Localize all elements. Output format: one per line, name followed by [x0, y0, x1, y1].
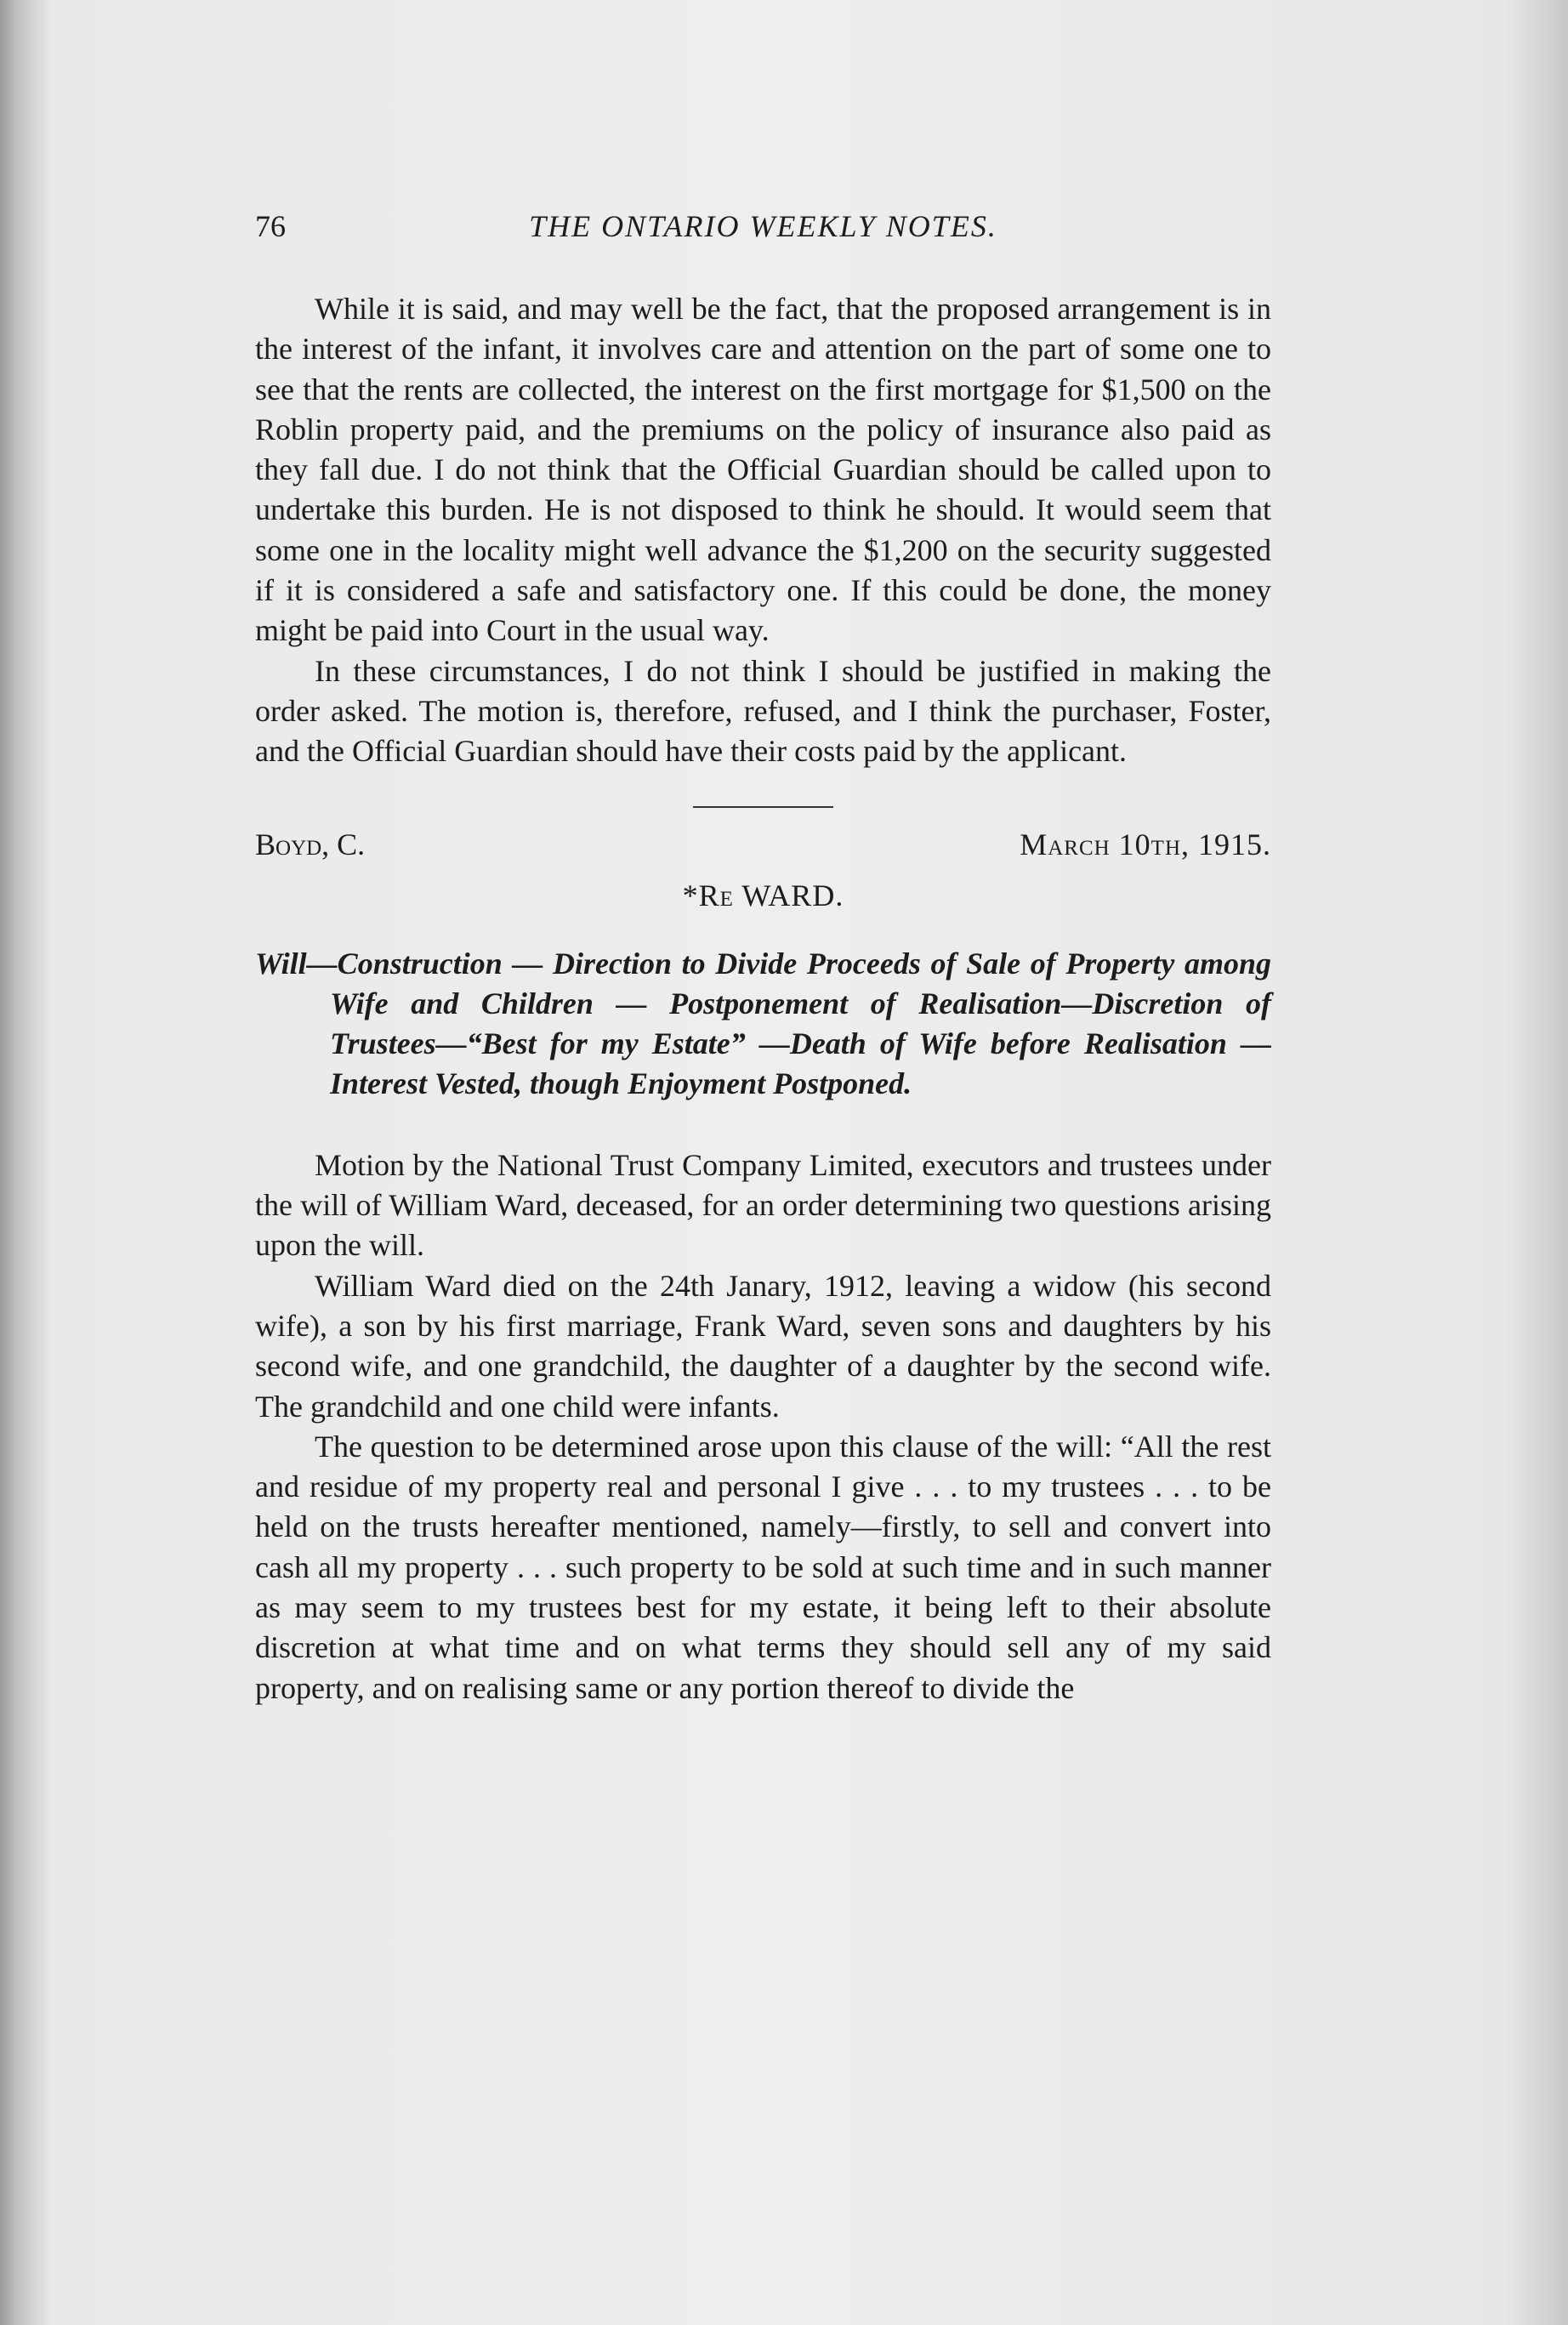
judge-name: Boyd, C. [255, 827, 366, 861]
decision-date: March 10th, 1915. [1020, 827, 1271, 861]
judge-date-line [255, 827, 1271, 871]
page-number: 76 [255, 209, 286, 243]
case-title-name: WARD. [733, 878, 844, 912]
paragraph: In these circumstances, I do not think I should be justified in making the order asked. The motion is, therefore, refused, and I think the purchaser, Foster, and the Official Guardian should have their costs paid by the applicant. [255, 653, 1271, 769]
body-text-top [255, 289, 1271, 772]
paragraph: The question to be determined arose upon this clause of the will: “All the rest and residue of my property real and personal I give . . . to my trustees . . . to be held on the trusts hereafter mentioned, namely—firstly, to sell and convert into cash all my property . . . such property to be sold at such time and in such manner as may seem to my trustees best for my estate, it being left to their absolute discretion at what time and on what terms they should sell any of my said property, and on realising same or any portion thereof to divide the [255, 1429, 1271, 1705]
paragraph: William Ward died on the 24th Janary, 1912, leaving a widow (his second wife), a son by his first marriage, Frank Ward, seven sons and daughters by his second wife, and one grandchild, the daughter of a daughter by the second wife. The grandchild and one child were infants. [255, 1268, 1271, 1424]
paragraph: Motion by the National Trust Company Limited, executors and trustees under the will of William Ward, deceased, for an order determining two questions arising upon the will. [255, 1147, 1271, 1263]
running-head [255, 208, 1271, 251]
case-title-prefix: *Re [682, 878, 734, 912]
section-divider [693, 806, 833, 808]
body-text-bottom [255, 1145, 1271, 1708]
paragraph: While it is said, and may well be the fact, that the proposed arrangement is in the interest of the infant, it involves care and attention on the part of some one to see that the rents are collected, the interest on the first mortgage for $1,500 on the Roblin property paid, and the premiums on the policy of insurance also paid as they fall due. I do not think that the Official Guardian should be called upon to undertake this burden. He is not disposed to think he should. It would seem that some one in the locality might well advance the $1,200 on the security suggested if it is considered a safe and satisfactory one. If this could be done, the money might be paid into Court in the usual way. [255, 292, 1271, 648]
case-title [255, 878, 1271, 913]
journal-title: THE ONTARIO WEEKLY NOTES. [529, 209, 997, 243]
text-block [255, 208, 1271, 1708]
headnote: Will—Construction — Direction to Divide Proceeds of Sale of Property among Wife and Children — Postponement of Realisation—Discretion of Trustees—“Best for my Estate” —Death of Wife before Realisation — Interest Vested, though Enjoyment Postponed. [255, 946, 1271, 1101]
